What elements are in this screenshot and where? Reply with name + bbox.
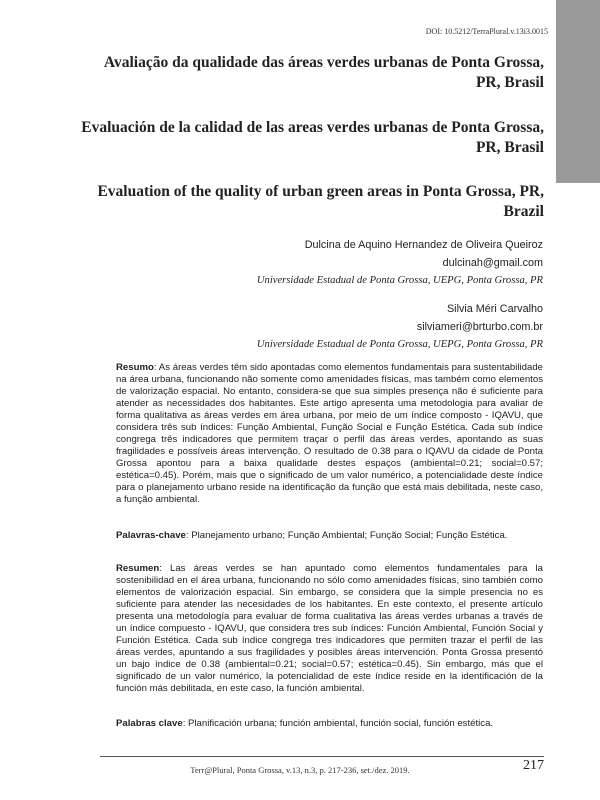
author-email[interactable]: dulcinah@gmail.com	[442, 257, 543, 269]
author-name: Dulcina de Aquino Hernandez de Oliveira Queiroz	[304, 239, 543, 251]
author-name: Silvia Méri Carvalho	[446, 303, 543, 315]
keywords-text: : Planejamento urbano; Função Ambiental; Função Social; Função Estética.	[185, 530, 508, 541]
abstract-text: : Las áreas verdes se han apuntado como elementos fundamentales para la sostenibilidad en el área urbana, funcionando no sólo como amenidades físicas, sino también como elementos de valorización espacial. Sin embargo, se considera que la simple presencia no es suficiente para atender las necesidades de los habitantes. En este contexto, el presente artículo presenta una metodología para evaluar de forma cualitativa las áreas verdes urbanas a través de un índice compuesto - IQAVU, que considera tres sub índices: Función Ambiental, Función Social y Función Estética. Cada sub índice congrega tres indicadores que permiten trazar el perfil de las áreas verdes, apuntando a sus fragilidades y posibles áreas intervención. Ponta Grossa presentó un bajo índice de 0.38 (ambiental=0.21; social=0.57; estética=0.45). Sin embargo, más que el significado de un valor numérico, la potencialidad de este índice reside en la identificación de la función más debilitada, en este caso, la función ambiental.	[116, 563, 543, 694]
author-block-1	[180, 236, 543, 290]
keywords-spanish	[116, 718, 543, 730]
footer-citation: Terr@Plural, Ponta Grossa, v.13, n.3, p. 217-236, set./dez. 2019.	[190, 765, 410, 775]
author-email[interactable]: silviameri@brturbo.com.br	[416, 321, 543, 333]
author-affiliation: Universidade Estadual de Ponta Grossa, UEPG, Ponta Grossa, PR	[256, 339, 543, 350]
abstract-portuguese	[116, 362, 543, 506]
keywords-label: Palabras clave	[116, 718, 183, 729]
page-number: 217	[523, 758, 544, 773]
abstract-label: Resumen	[116, 563, 160, 574]
keywords-label: Palavras-chave	[116, 530, 186, 541]
side-color-bar	[556, 0, 600, 183]
abstract-spanish	[116, 563, 543, 695]
title-spanish: Evaluación de la calidad de las areas verdes urbanas de Ponta Grossa, PR, Brasil	[81, 119, 544, 156]
doi-label: DOI: 10.5212/TerraPlural.v.13i3.0015	[425, 27, 548, 36]
abstract-text: : As áreas verdes têm sido apontadas como elementos fundamentais para sustentabilidade na área urbana, funcionando não somente como amenidades físicas, mas também como elementos de valorização espacial. No entanto, considera-se que sua simples presença não é suficiente para atender as necessidades dos habitantes. Este artigo apresenta uma metodologia para avaliar de forma qualitativa as áreas verdes em área urbana, por meio de um índice composto - IQAVU, que considera três sub índices: Função Ambiental, Função Social e Função Estética. Cada sub índice congrega três indicadores que permitem traçar o perfil das áreas verdes, apontando as suas fragilidades e possíveis áreas intervenção. O resultado de 0.38 para o IQAVU da cidade de Ponta Grossa apontou para a baixa qualidade destes espaços (ambiental=0.21; social=0.57; estética=0.45). Porém, mais que o significado de um valor numérico, a potencialidade deste índice para o planejamento urbano reside na identificação da função que está mais debilitada, neste caso, a função ambiental.	[116, 362, 543, 505]
keywords-text: : Planificación urbana; función ambiental, función social, función estética.	[182, 718, 494, 729]
title-portuguese: Avaliação da qualidade das áreas verdes urbanas de Ponta Grossa, PR, Brasil	[103, 54, 544, 91]
keywords-portuguese	[116, 530, 543, 542]
author-affiliation: Universidade Estadual de Ponta Grossa, UEPG, Ponta Grossa, PR	[256, 275, 543, 286]
abstract-label: Resumo	[116, 362, 154, 373]
title-english: Evaluation of the quality of urban green areas in Ponta Grossa, PR, Brazil	[97, 183, 544, 220]
footer-divider	[100, 756, 544, 757]
author-block-2	[180, 300, 543, 354]
